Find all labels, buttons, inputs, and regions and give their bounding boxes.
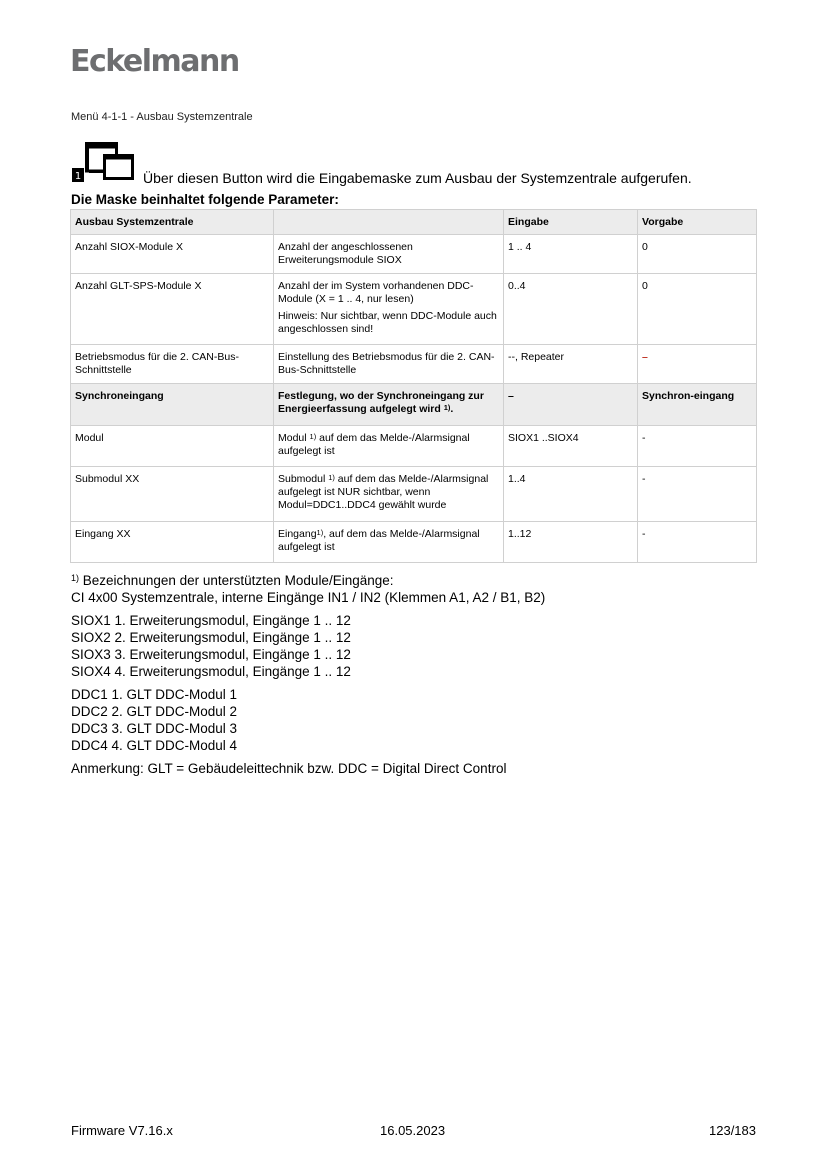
table-row — [71, 235, 757, 274]
param-default: - — [638, 426, 757, 467]
param-desc — [274, 426, 504, 467]
list-item: SIOX3 3. Erweiterungsmodul, Eingänge 1 .. 12 — [71, 647, 351, 662]
footer-firmware: Firmware V7.16.x — [71, 1123, 173, 1138]
window-config-icon[interactable] — [71, 139, 135, 183]
ddc-list — [71, 686, 771, 754]
list-item: DDC4 4. GLT DDC-Modul 4 — [71, 738, 238, 753]
param-desc-text: auf dem das Melde-/Alarmsignal aufgelegt ist — [278, 432, 470, 457]
param-desc-text: , auf dem das Melde-/Alarmsignal aufgelegt ist — [278, 528, 480, 553]
section-input: – — [504, 384, 638, 426]
param-name: Anzahl GLT-SPS-Module X — [71, 274, 274, 345]
param-input: 1..4 — [504, 467, 638, 522]
footnote-title: Bezeichnungen der unterstützten Module/Eingänge: — [82, 573, 394, 588]
list-item: DDC3 3. GLT DDC-Modul 3 — [71, 721, 238, 736]
parameter-table — [70, 209, 757, 563]
param-input: 1..12 — [504, 522, 638, 563]
param-hint: Hinweis: Nur sichtbar, wenn DDC-Module auch angeschlossen sind! — [278, 310, 497, 335]
param-desc: Anzahl der angeschlossenen Erweiterungsmodule SIOX — [274, 235, 504, 274]
param-desc — [274, 467, 504, 522]
footnotes — [71, 572, 771, 777]
param-desc — [274, 274, 504, 345]
menu-title: Menü 4-1-1 - Ausbau Systemzentrale — [71, 111, 253, 123]
footnote-ref: 1) — [309, 432, 317, 441]
table-section-row — [71, 384, 757, 426]
footer-page-number: 123/183 — [709, 1123, 756, 1138]
param-desc-text: Anzahl der im System vorhandenen DDC-Module (X = 1 .. 4, nur lesen) — [278, 280, 474, 305]
param-name: Eingang XX — [71, 522, 274, 563]
footnote-ref: 1) — [316, 528, 324, 537]
param-default: - — [638, 467, 757, 522]
section-desc — [274, 384, 504, 426]
list-item: DDC1 1. GLT DDC-Modul 1 — [71, 687, 238, 702]
param-name: Betriebsmodus für die 2. CAN-Bus-Schnittstelle — [71, 345, 274, 384]
footnote-ref: 1) — [328, 473, 335, 482]
header-cell: Ausbau Systemzentrale — [71, 210, 274, 235]
header-cell — [274, 210, 504, 235]
param-desc — [274, 522, 504, 563]
list-item: SIOX2 2. Erweiterungsmodul, Eingänge 1 .. 12 — [71, 630, 351, 645]
param-default: – — [638, 345, 757, 384]
table-row — [71, 274, 757, 345]
header-cell: Eingabe — [504, 210, 638, 235]
param-input: --, Repeater — [504, 345, 638, 384]
header-cell: Vorgabe — [638, 210, 757, 235]
footnote-ref: 1) — [443, 403, 451, 412]
table-row — [71, 426, 757, 467]
button-description: Über diesen Button wird die Eingabemaske zum Ausbau der Systemzentrale aufgerufen. — [143, 170, 692, 186]
section-desc-end: . — [450, 403, 454, 415]
param-default: - — [638, 522, 757, 563]
footer-date: 16.05.2023 — [380, 1123, 446, 1138]
footnote-marker: 1) — [71, 573, 80, 583]
section-desc-text: Festlegung, wo der Synchroneingang zur Energieerfassung aufgelegt wird — [278, 390, 484, 415]
table-header-row — [71, 210, 757, 235]
footnote-title-line — [71, 572, 771, 589]
params-heading: Die Maske beinhaltet folgende Parameter: — [71, 192, 339, 207]
siox-list — [71, 612, 771, 680]
icon-badge: 1 — [74, 171, 82, 182]
company-logo: Eckelmann — [70, 44, 239, 79]
table-row — [71, 467, 757, 522]
table-row — [71, 522, 757, 563]
list-item: SIOX4 4. Erweiterungsmodul, Eingänge 1 .. 12 — [71, 664, 351, 679]
param-name: Modul — [71, 426, 274, 467]
list-item: DDC2 2. GLT DDC-Modul 2 — [71, 704, 238, 719]
table-row — [71, 345, 757, 384]
section-name: Synchroneingang — [71, 384, 274, 426]
param-desc-prefix: Eingang — [278, 528, 317, 540]
param-input: 0..4 — [504, 274, 638, 345]
param-name: Submodul XX — [71, 467, 274, 522]
param-input: 1 .. 4 — [504, 235, 638, 274]
param-desc-text: auf dem das Melde-/Alarmsignal aufgelegt ist NUR sichtbar, wenn Modul=DDC1..DDC4 gewählt wurde — [278, 473, 489, 511]
section-default: Synchron-eingang — [638, 384, 757, 426]
param-desc-prefix: Modul — [278, 432, 307, 444]
param-input: SIOX1 ..SIOX4 — [504, 426, 638, 467]
param-desc-prefix: Submodul — [278, 473, 326, 485]
param-default: 0 — [638, 274, 757, 345]
list-item: SIOX1 1. Erweiterungsmodul, Eingänge 1 .. 12 — [71, 613, 351, 628]
param-default: 0 — [638, 235, 757, 274]
ci-note: CI 4x00 Systemzentrale, interne Eingänge IN1 / IN2 (Klemmen A1, A2 / B1, B2) — [71, 590, 546, 605]
param-name: Anzahl SIOX-Module X — [71, 235, 274, 274]
param-desc: Einstellung des Betriebsmodus für die 2. CAN-Bus-Schnittstelle — [274, 345, 504, 384]
remark: Anmerkung: GLT = Gebäudeleittechnik bzw. DDC = Digital Direct Control — [71, 761, 507, 776]
